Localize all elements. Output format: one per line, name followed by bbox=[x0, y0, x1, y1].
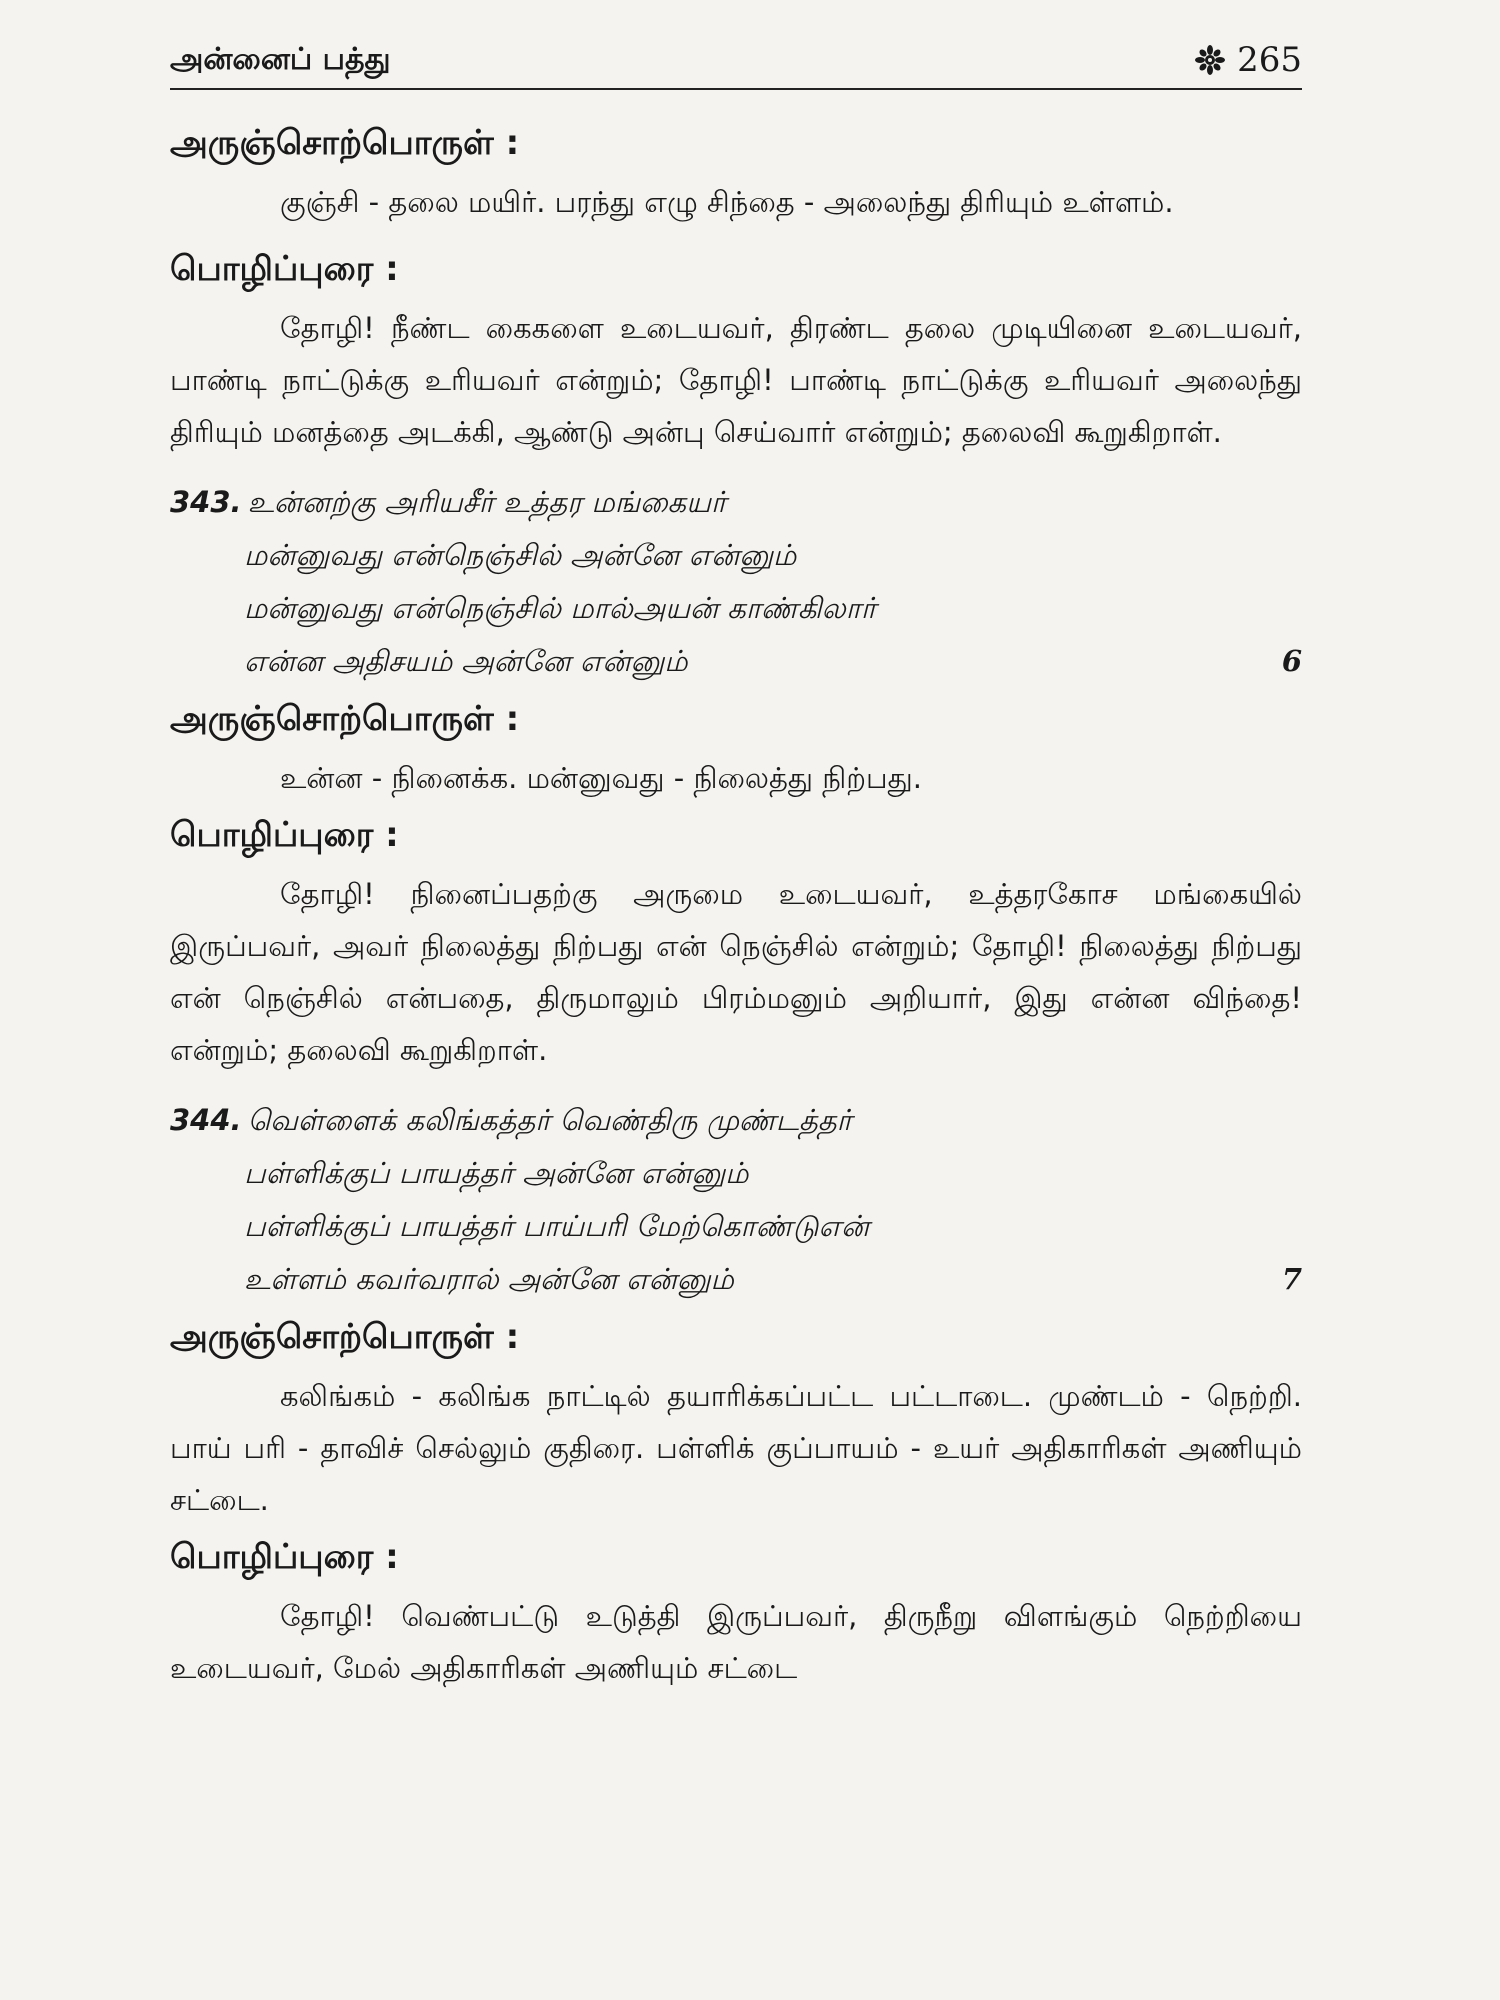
glossary-heading: அருஞ்சொற்பொருள் : bbox=[170, 699, 520, 739]
glossary-text: உன்ன - நினைக்க. மன்னுவது - நிலைத்து நிற்பது. bbox=[280, 761, 922, 795]
flower-ornament-icon bbox=[1195, 45, 1225, 75]
glossary-text: குஞ்சி - தலை மயிர். பரந்து எழு சிந்தை - அலைந்து திரியும் உள்ளம். bbox=[280, 185, 1174, 219]
commentary-heading: பொழிப்புரை : bbox=[170, 1537, 399, 1577]
verse-text: உன்னற்கு அரியசீர் உத்தர மங்கையர் bbox=[247, 485, 727, 519]
chapter-title: அன்னைப் பத்து bbox=[170, 42, 391, 77]
verse-text: என்ன அதிசயம் அன்னே என்னும் bbox=[244, 644, 688, 678]
verse-number: 344. bbox=[170, 1103, 242, 1137]
verse-line bbox=[170, 1094, 1302, 1147]
verse-line: பள்ளிக்குப் பாயத்தர் பாய்பரி மேற்கொண்டுஎன் bbox=[244, 1209, 870, 1243]
verse-line: மன்னுவது என்நெஞ்சில் மால்அயன் காண்கிலார் bbox=[244, 591, 877, 625]
commentary-text: தோழி! நீண்ட கைகளை உடையவர், திரண்ட தலை முடியினை உடையவர், பாண்டி நாட்டுக்கு உரியவர் என்றும்; தோழி! பாண்டி நாட்டுக்கு உரியவர் அலைந்து திரியும் மனத்தை அடக்கி, ஆண்டு அன்பு செய்வார் என்றும்; தலைவி கூறுகிறாள். bbox=[170, 311, 1302, 449]
glossary-text: கலிங்கம் - கலிங்க நாட்டில் தயாரிக்கப்பட்ட பட்டாடை. முண்டம் - நெற்றி. பாய் பரி - தாவிச் செல்லும் குதிரை. பள்ளிக் குப்பாயம் - உயர் அதிகாரிகள் அணியும் சட்டை. bbox=[170, 1379, 1302, 1517]
verse-343 bbox=[170, 476, 1302, 688]
commentary-text: தோழி! வெண்பட்டு உடுத்தி இருப்பவர், திருநீறு விளங்கும் நெற்றியை உடையவர், மேல் அதிகாரிகள் அணியும் சட்டை bbox=[170, 1599, 1302, 1685]
commentary-heading: பொழிப்புரை : bbox=[170, 249, 399, 289]
verse-line: மன்னுவது என்நெஞ்சில் அன்னே என்னும் bbox=[244, 538, 797, 572]
verse-line bbox=[170, 635, 1302, 688]
glossary-heading: அருஞ்சொற்பொருள் : bbox=[170, 1317, 520, 1357]
commentary-heading: பொழிப்புரை : bbox=[170, 815, 399, 855]
verse-count: 7 bbox=[1281, 1262, 1302, 1296]
verse-number: 343. bbox=[170, 485, 242, 519]
verse-line: பள்ளிக்குப் பாயத்தர் அன்னே என்னும் bbox=[244, 1156, 749, 1190]
verse-text: வெள்ளைக் கலிங்கத்தர் வெண்திரு முண்டத்தர் bbox=[247, 1103, 852, 1137]
commentary-text: தோழி! நினைப்பதற்கு அருமை உடையவர், உத்தரகோச மங்கையில் இருப்பவர், அவர் நிலைத்து நிற்பது என் நெஞ்சில் என்றும்; தோழி! நிலைத்து நிற்பது என் நெஞ்சில் என்பதை, திருமாலும் பிரம்மனும் அறியார், இது என்ன விந்தை! என்றும்; தலைவி கூறுகிறாள். bbox=[170, 877, 1302, 1067]
header-page-info bbox=[1195, 40, 1302, 80]
running-header bbox=[170, 40, 1302, 90]
verse-text: உள்ளம் கவர்வரால் அன்னே என்னும் bbox=[244, 1262, 734, 1296]
verse-344 bbox=[170, 1094, 1302, 1306]
verse-line bbox=[170, 476, 1302, 529]
page-number: 265 bbox=[1237, 40, 1302, 80]
verse-line bbox=[170, 1253, 1302, 1306]
verse-count: 6 bbox=[1281, 644, 1302, 678]
page-body bbox=[170, 120, 1302, 1694]
glossary-heading: அருஞ்சொற்பொருள் : bbox=[170, 123, 520, 163]
